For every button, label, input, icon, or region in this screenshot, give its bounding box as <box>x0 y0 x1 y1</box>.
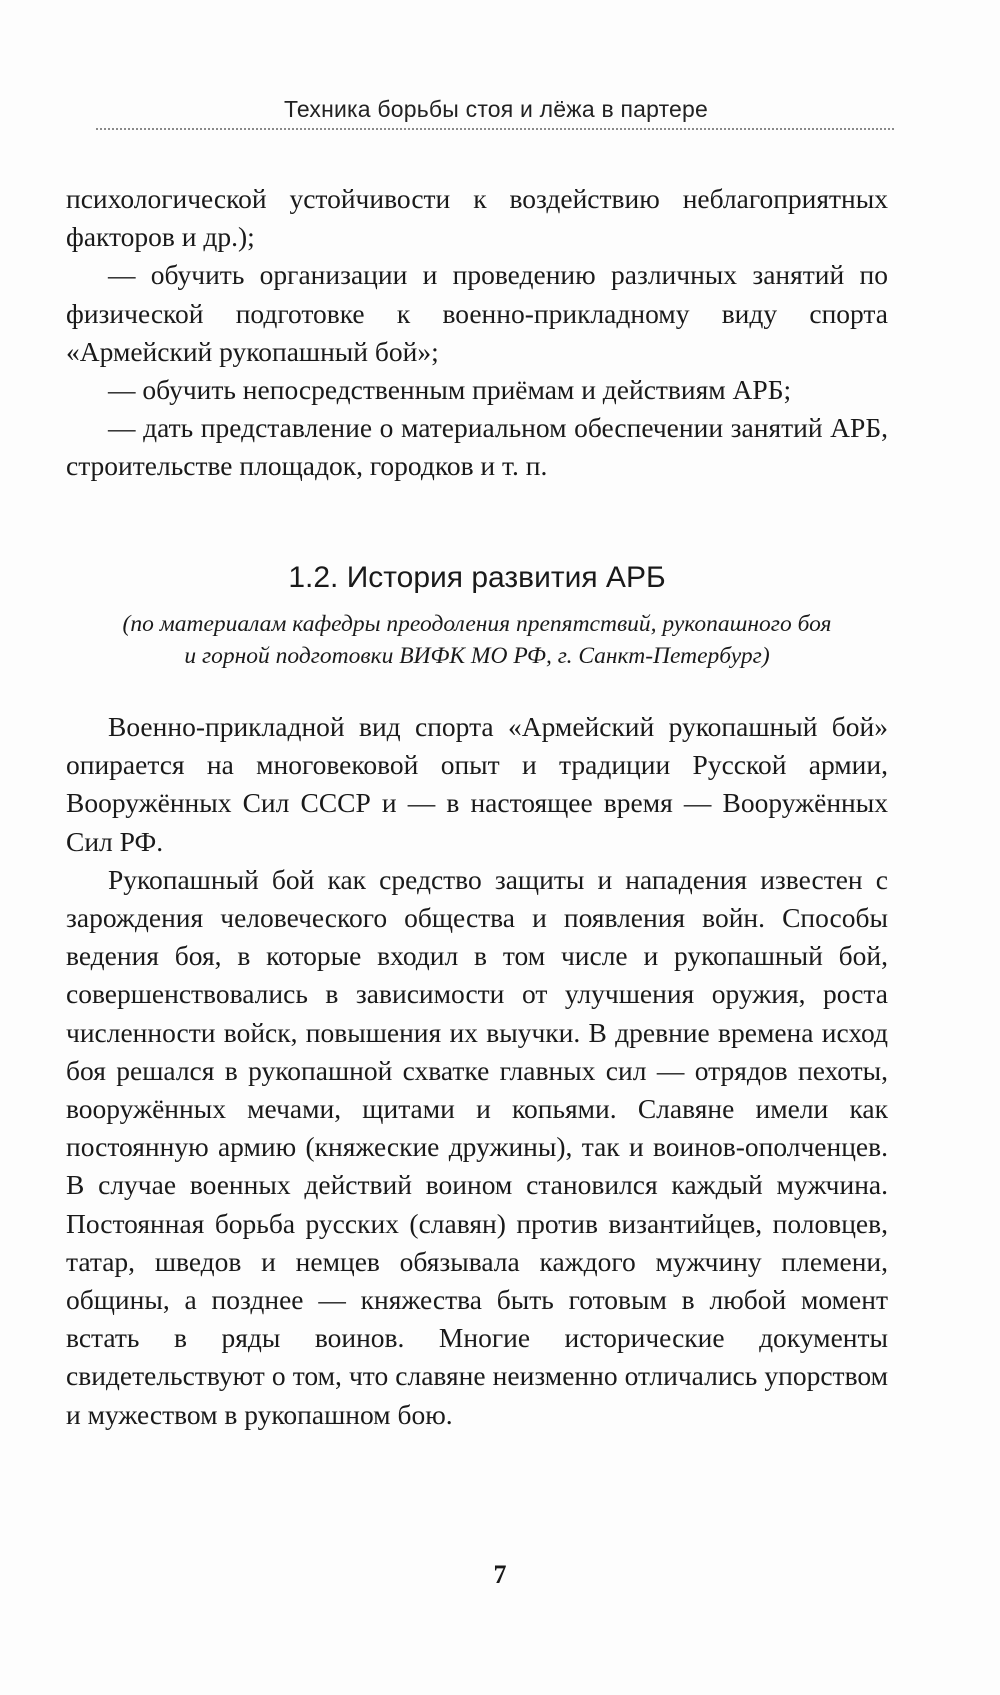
paragraph-continuation: психологической устойчивости к воздействию неблагоприятных факторов и др.); <box>66 183 888 253</box>
section-subtitle-line: и горной подготовки ВИФК МО РФ, г. Санкт-Петербург) <box>184 643 770 669</box>
section-subtitle <box>66 608 888 672</box>
paragraph-history: Рукопашный бой как средство защиты и нападения известен с зарождения человеческого общества и появления войн. Способы ведения боя, в которые входил в том числе и рукопашный бой, совершенствовались в зависимости от улучшения оружия, роста численности войск, повышения их выучки. В древние времена исход боя решался в рукопашной схватке главных сил — отрядов пехоты, вооружённых мечами, щитами и копьями. Славяне имели как постоянную армию (княжеские дружины), так и воинов-ополченцев. В случае военных действий воином становился каждый мужчина. Постоянная борьба русских (славян) против византийцев, половцев, татар, шведов и немцев обязывала каждого мужчину племени, общины, а позднее — княжества быть готовым в любой момент встать в ряды воинов. Многие исторические документы свидетельствуют о том, что славяне неизменно отличались упорством и мужеством в рукопашном бою. <box>66 863 888 1430</box>
header-rule <box>96 128 894 130</box>
list-item-organization: — обучить организации и проведению различных занятий по физической подготовке к военно-прикладному виду спорта «Армейский рукопашный бой»; <box>66 259 888 367</box>
top-text-block <box>66 180 888 486</box>
running-head: Техника борьбы стоя и лёжа в партере <box>283 96 709 122</box>
page-number: 7 <box>493 1560 507 1589</box>
section-subtitle-line: (по материалам кафедры преодоления препятствий, рукопашного боя <box>122 611 832 637</box>
paragraph-intro: Военно-прикладной вид спорта «Армейский рукопашный бой» опирается на многовековой опыт и традиции Русской армии, Вооружённых Сил СССР и — в настоящее время — Вооружённых Сил РФ. <box>66 711 888 857</box>
list-item-techniques: — обучить непосредственным приёмам и действиям АРБ; <box>108 374 792 406</box>
list-item-material-support: — дать представление о материальном обеспечении занятий АРБ, строительстве площадок, городков и т. п. <box>66 412 888 482</box>
body-text-block <box>66 708 888 1434</box>
section-title: 1.2. История развития АРБ <box>288 561 666 594</box>
